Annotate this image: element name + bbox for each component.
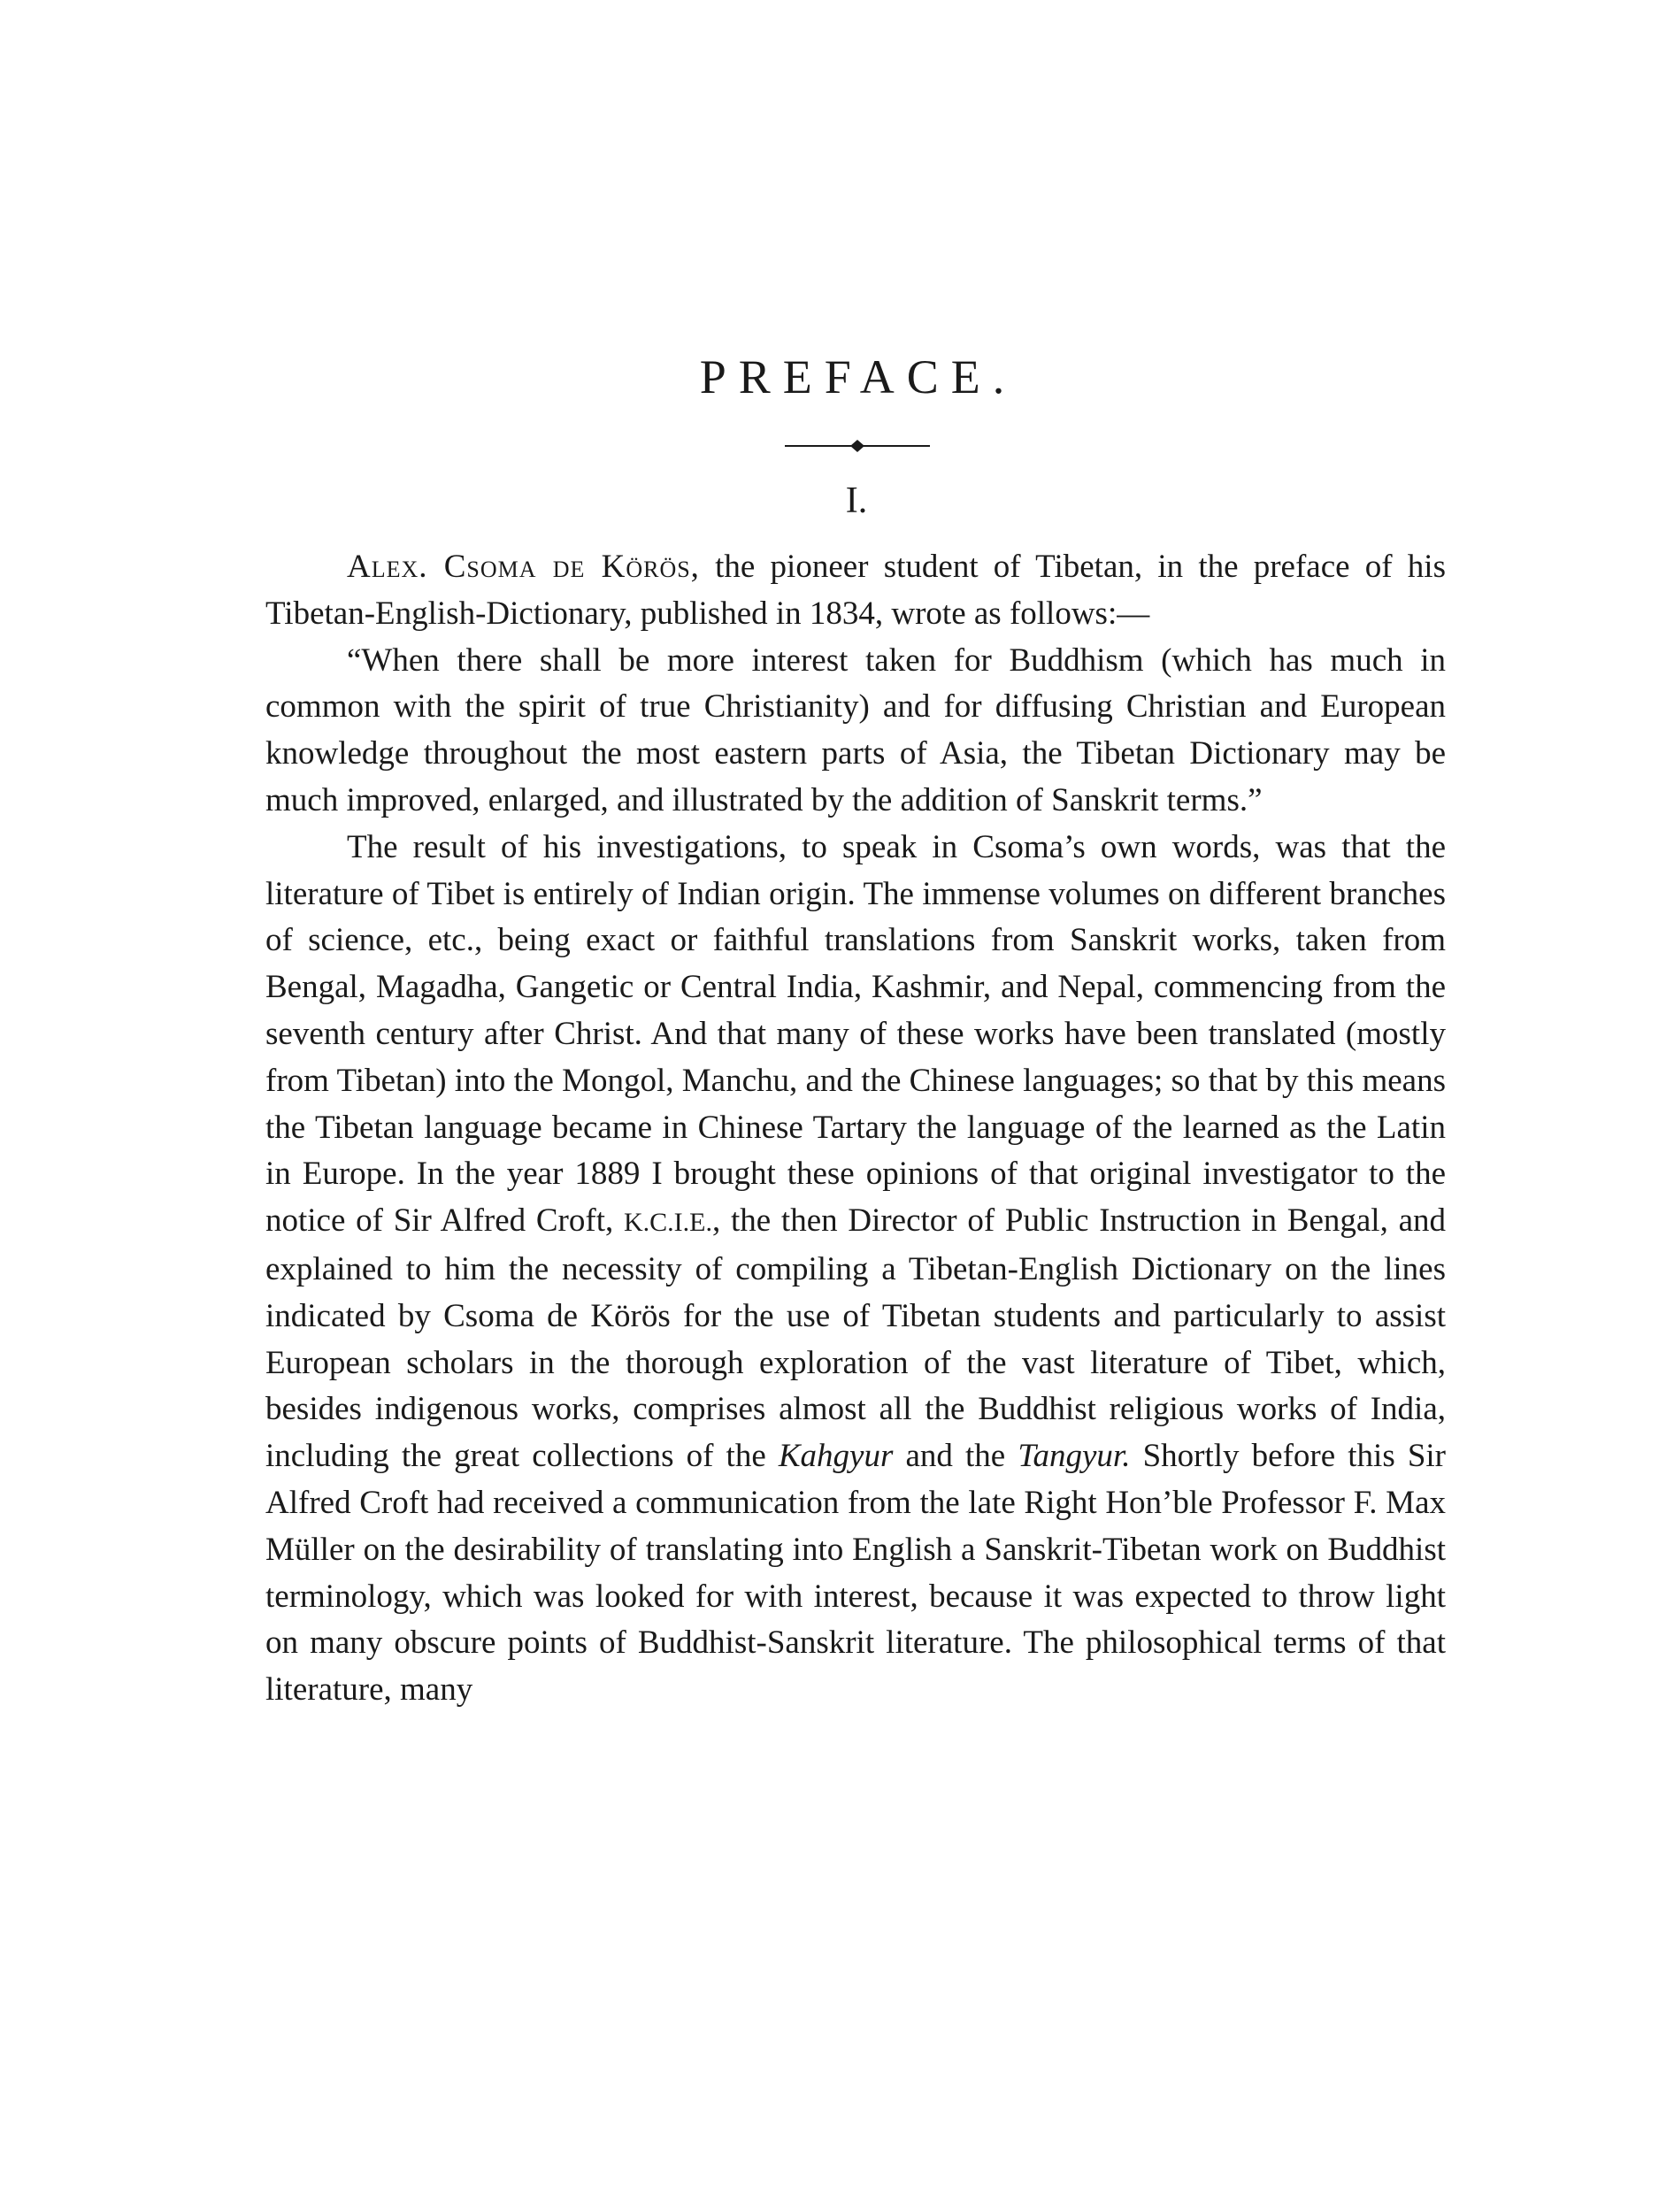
paragraph-1: [265, 544, 1446, 638]
paragraph-2-quotation: “When there shall be more interest taken for Buddhism (which has much in common with the spirit of true Christianity) and for diffusing Christian and European knowledge throughout the most eastern parts of Asia, the Tibetan Dictionary may be much improved, enlarged, and illustrated by the addition of Sanskrit terms.”: [265, 641, 1446, 818]
paragraph-3-text-a: The result of his investigations, to speak in Csoma’s own words, was that the literature of Tibet is entirely of Indian origin. The immense volumes on different branches of science, etc., being exact or faithful translations from Sanskrit works, taken from Bengal, Magadha, Gangetic or Central India, Kashmir, and Nepal, commencing from the seventh century after Christ. And that many of these works have been translated (mostly from Tibetan) into the Mongol, Manchu, and the Chinese languages; so that by this means the Tibetan language became in Chinese Tartary the language of the learned as the Latin in Europe. In the year 1889 I brought these opinions of that original investigator to the notice of Sir Alfred Croft,: [265, 828, 1446, 1240]
honorific-kcie: K.C.I.E.: [623, 1208, 712, 1238]
author-name: Alex. Csoma de Körös,: [347, 549, 700, 585]
section-number: I.: [845, 480, 868, 521]
title-ornament-divider: [785, 437, 930, 455]
paragraph-3: [265, 825, 1446, 1714]
term-kahgyur: Kahgyur: [778, 1438, 894, 1475]
term-tangyur: Tangyur.: [1018, 1438, 1131, 1475]
paragraph-1-text: the pioneer student of Tibetan, in the preface of his Tibetan-English-Dictionary, published in 1834, wrote as follows:—: [265, 549, 1446, 632]
paragraph-3-text-b: , the then Director of Public Instruction in Bengal, and explained to him the necessity of compiling a Tibetan-English Dictionary on the lines indicated by Csoma de Körös for the use of Tibetan students and particularly to assist European scholars in the thorough exploration of the vast literature of Tibet, which, besides indigenous works, comprises almost all the Buddhist religious works of India, including the great collections of the: [265, 1202, 1446, 1475]
page-title: PREFACE.: [699, 350, 1018, 403]
preface-body: [265, 544, 1446, 1714]
paragraph-3-text-c: and the: [893, 1438, 1018, 1475]
paragraph-3-text-d: Shortly before this Sir Alfred Croft had received a communication from the late Right Hon’ble Professor F. Max Müller on the desirability of translating into English a Sanskrit-Tibetan work on Buddhist terminology, which was looked for with interest, because it was expected to throw light on many obscure points of Buddhist-Sanskrit literature. The philosophical terms of that literature, many: [265, 1438, 1447, 1709]
